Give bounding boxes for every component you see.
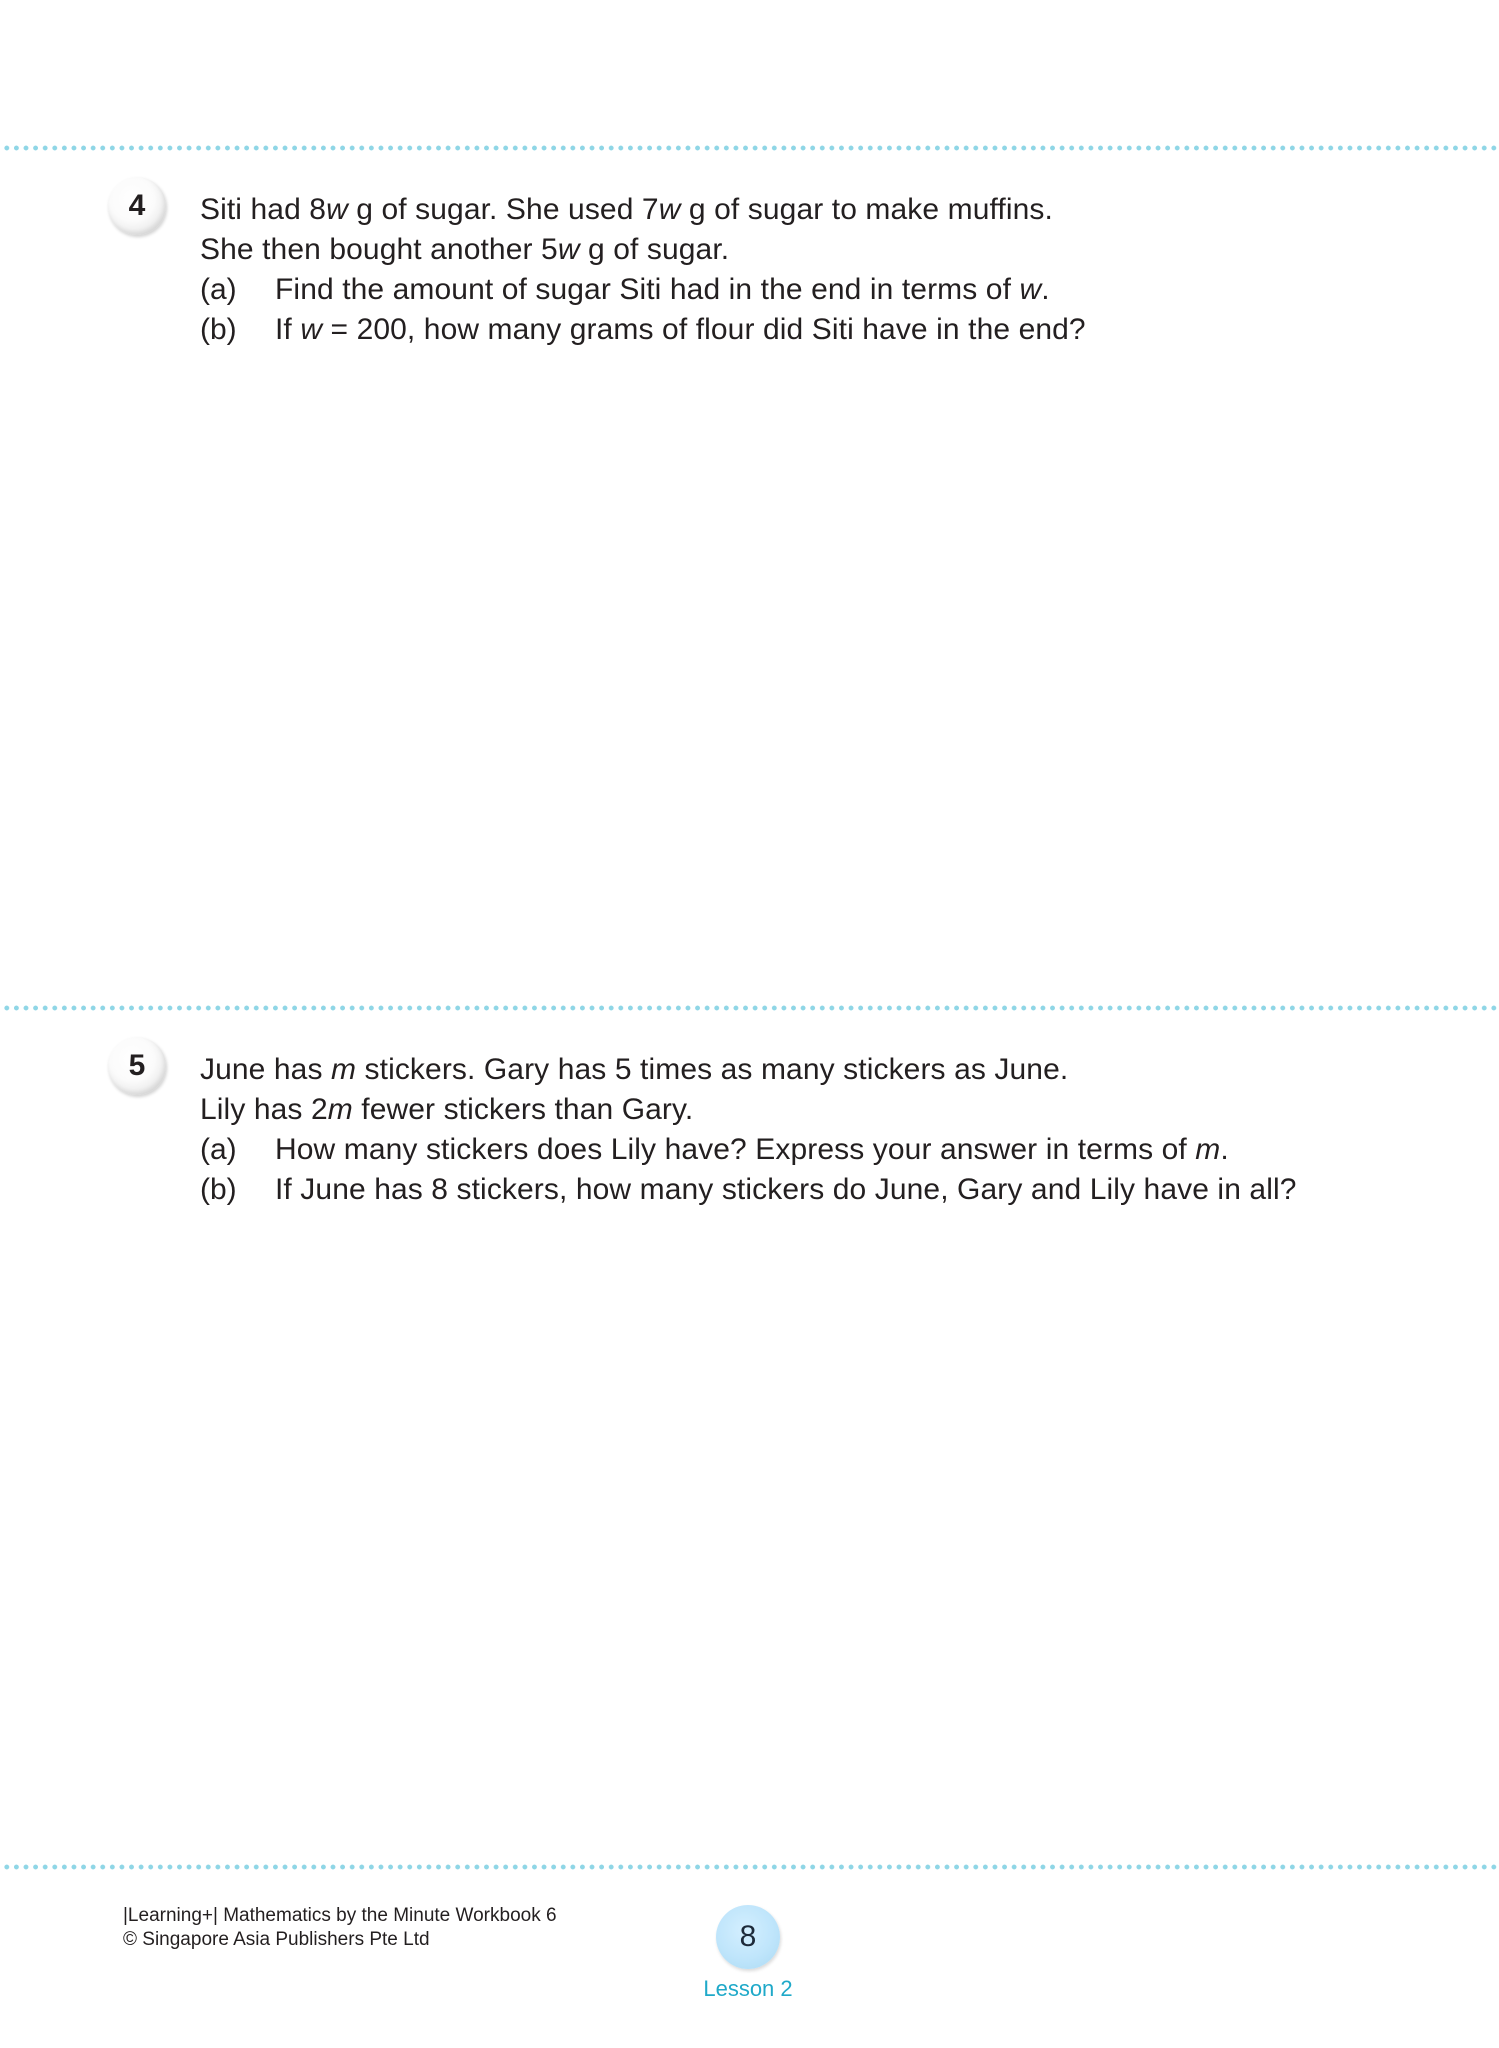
math-variable: w [658,193,681,226]
subpart-b-text [275,310,1086,350]
text-run: g of sugar to make muffins. [680,193,1053,226]
lesson-label: Lesson 2 [703,1976,793,2001]
section-divider-top [0,145,1499,151]
text-run: . [1220,1133,1229,1166]
text-run: She then bought another 5 [200,233,558,266]
footer-book-title: |Learning+| Mathematics by the Minute Workbook 6 [123,1905,557,1926]
math-variable: m [1195,1133,1221,1166]
math-variable: m [331,1053,357,1086]
question-text-line [200,230,729,270]
text-run: g of sugar. [579,233,730,266]
math-variable: w [326,193,348,226]
math-variable: m [327,1093,353,1126]
subpart-a-text [275,270,1050,310]
text-run: g of sugar. She used 7 [347,193,659,226]
text-run: Siti had 8 [200,193,327,226]
subpart-a-text [275,1130,1229,1170]
text-run: . [1041,273,1050,306]
subpart-label-b: (b) [200,1173,237,1206]
question-text-line [200,1090,693,1130]
footer-copyright: © Singapore Asia Publishers Pte Ltd [123,1929,430,1950]
text-run: Find the amount of sugar Siti had in the end in terms of [275,273,1020,306]
text-run: stickers. Gary has 5 times as many stickers as June. [356,1053,1069,1086]
math-variable: w [557,233,580,266]
text-run: If June has 8 stickers, how many stickers do June, Gary and Lily have in all? [275,1173,1297,1206]
subpart-label-b: (b) [200,313,237,346]
page-number-badge [716,1905,780,1969]
subpart-label-a: (a) [200,273,237,306]
math-variable: w [300,313,323,346]
question-number: 4 [128,189,146,222]
text-run: If [275,313,301,346]
text-run: = 200, how many grams of flour did Siti have in the end? [322,313,1086,346]
question-number-badge [108,177,166,235]
subpart-b-text [275,1170,1297,1210]
text-run: How many stickers does Lily have? Express your answer in terms of [275,1133,1196,1166]
answer-space [200,360,1400,980]
answer-space [200,1220,1400,1840]
text-run: Lily has 2 [200,1093,328,1126]
question-number-badge [108,1037,166,1095]
subpart-label-a: (a) [200,1133,237,1166]
math-variable: w [1019,273,1042,306]
text-run: fewer stickers than Gary. [352,1093,694,1126]
question-text-line [200,190,1053,230]
question-number: 5 [128,1049,146,1082]
text-run: June has [200,1053,331,1086]
section-divider-bottom [0,1864,1499,1870]
section-divider-middle [0,1005,1499,1011]
question-text-line [200,1050,1068,1090]
page-number: 8 [739,1920,757,1953]
